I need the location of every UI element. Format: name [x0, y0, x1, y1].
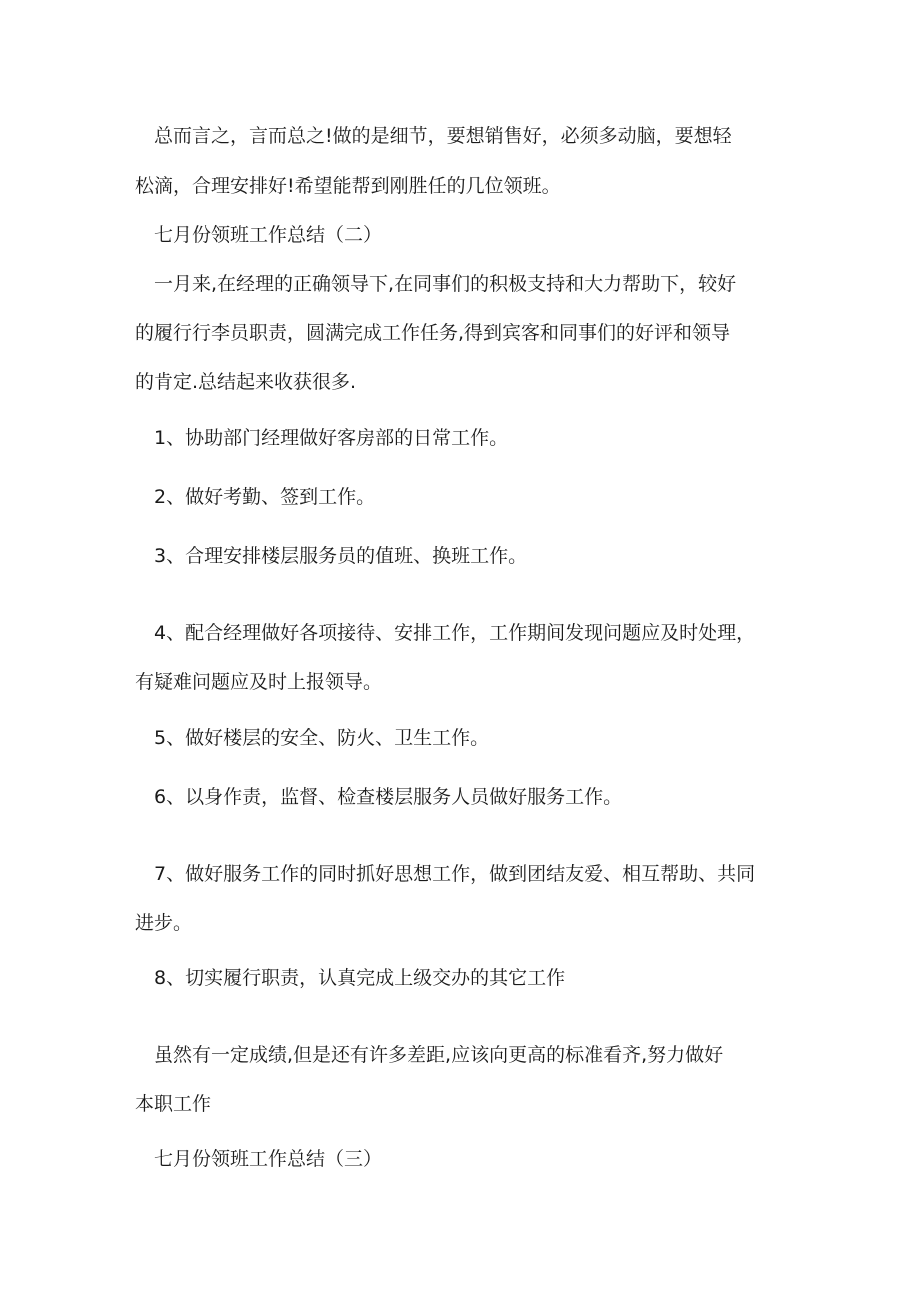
list-item-5: 5、做好楼层的安全、防火、卫生工作。 — [154, 727, 490, 749]
list-item-4-line-2: 有疑难问题应及时上报领导。 — [135, 671, 383, 693]
list-item-2: 2、做好考勤、签到工作。 — [154, 486, 376, 508]
list-item-6: 6、以身作责，监督、检查楼层服务人员做好服务工作。 — [154, 786, 623, 808]
intro-paragraph-line-1: 一月来,在经理的正确领导下,在同事们的积极支持和大力帮助下，较好 — [154, 273, 737, 295]
section-heading-3: 七月份领班工作总结（三） — [154, 1148, 383, 1170]
list-item-7-line-2: 进步。 — [135, 912, 193, 934]
list-item-3: 3、合理安排楼层服务员的值班、换班工作。 — [154, 545, 528, 567]
summary-paragraph-line-1: 总而言之，言而总之!做的是细节，要想销售好，必须多动脑，要想轻 — [154, 125, 732, 147]
section-heading-2: 七月份领班工作总结（二） — [154, 224, 383, 246]
intro-paragraph-line-2: 的履行行李员职责，圆满完成工作任务,得到宾客和同事们的好评和领导 — [135, 322, 731, 344]
list-item-7-line-1: 7、做好服务工作的同时抓好思想工作，做到团结友爱、相互帮助、共同 — [154, 863, 756, 885]
list-item-8: 8、切实履行职责，认真完成上级交办的其它工作 — [154, 967, 566, 989]
intro-paragraph-line-3: 的肯定.总结起来收获很多. — [135, 371, 357, 393]
list-item-1: 1、协助部门经理做好客房部的日常工作。 — [154, 427, 509, 449]
summary-paragraph-line-2: 松滴，合理安排好!希望能帮到刚胜任的几位领班。 — [135, 175, 561, 197]
closing-paragraph-line-1: 虽然有一定成绩,但是还有许多差距,应该向更高的标准看齐,努力做好 — [154, 1044, 724, 1066]
list-item-4-line-1: 4、配合经理做好各项接待、安排工作，工作期间发现问题应及时处理， — [154, 622, 756, 644]
closing-paragraph-line-2: 本职工作 — [135, 1093, 212, 1115]
